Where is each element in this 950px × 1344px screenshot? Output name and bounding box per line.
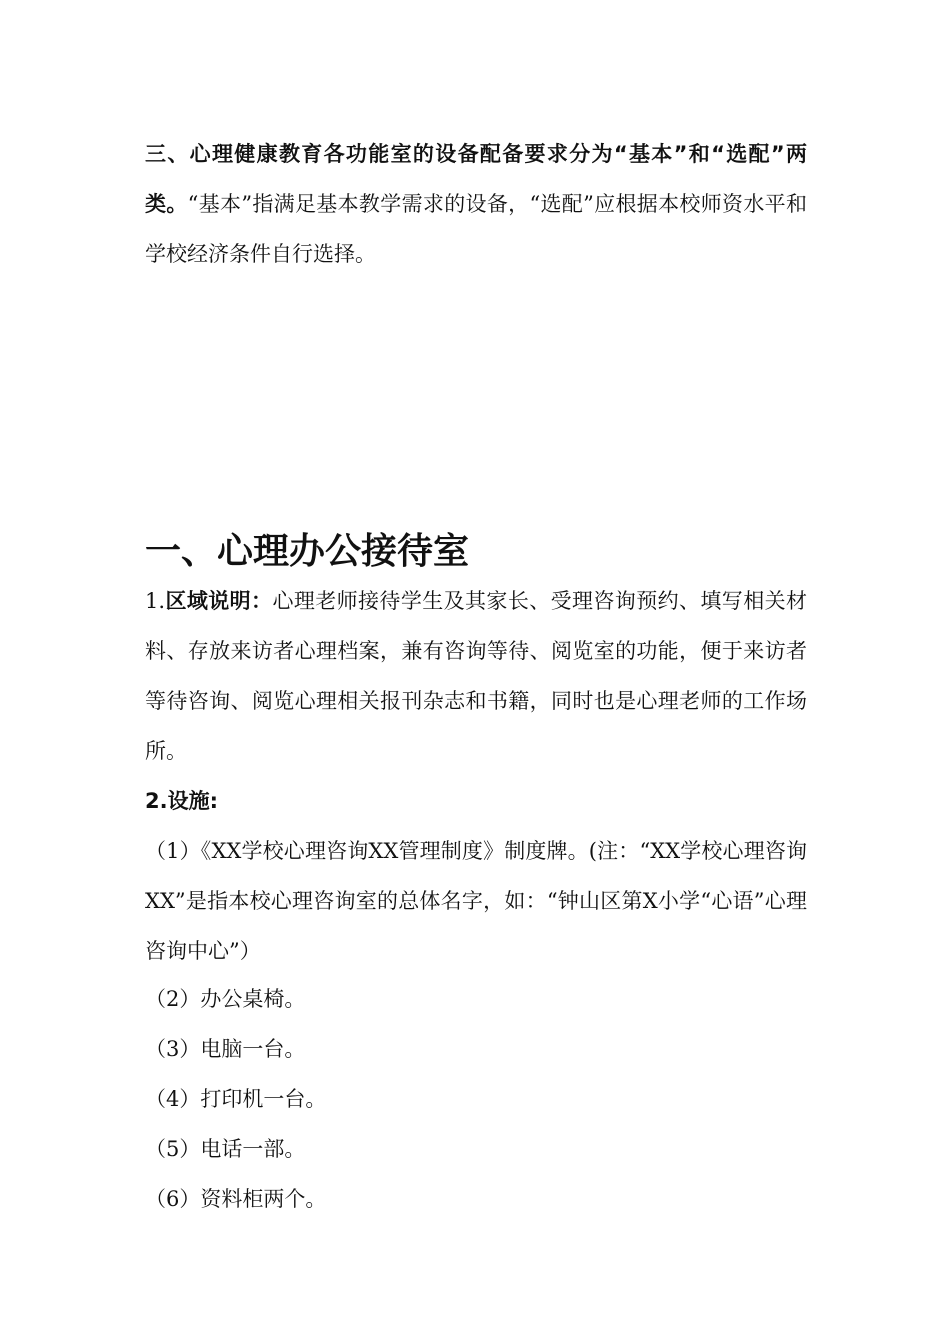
section-three-bold: 三、心理健康教育各功能室的设备配备要求分为“基本”和“选配”两类。 bbox=[145, 142, 807, 216]
item1-number: 1. bbox=[145, 589, 166, 613]
item1-text: 心理老师接待学生及其家长、受理咨询预约、填写相关材料、存放来访者心理档案，兼有咨询等待、阅览室的功能，便于来访者等待咨询、阅览心理相关报刊杂志和书籍，同时也是心理老师的工作场所。 bbox=[145, 589, 807, 763]
facility-item-2: （2）办公桌椅。 bbox=[145, 987, 306, 1011]
facility-item-4: （4）打印机一台。 bbox=[145, 1087, 327, 1111]
facility-item-1: （1）《XX学校心理咨询XX管理制度》制度牌。(注：“XX学校心理咨询XX”是指本校心理咨询室的总体名字，如：“钟山区第X小学“心语”心理咨询中心”） bbox=[145, 839, 807, 963]
area-description-paragraph bbox=[145, 576, 807, 776]
section-three-paragraph bbox=[145, 129, 807, 279]
item1-label: 区域说明： bbox=[165, 589, 273, 613]
facility-item-5: （5）电话一部。 bbox=[145, 1137, 306, 1161]
facility-item-3: （3）电脑一台。 bbox=[145, 1037, 306, 1061]
facilities-label: 2.设施: bbox=[145, 789, 218, 813]
section-heading: 一、心理办公接待室 bbox=[145, 531, 470, 572]
section-three-text: “基本”指满足基本教学需求的设备，“选配”应根据本校师资水平和学校经济条件自行选择。 bbox=[145, 192, 808, 266]
facility-item-6: （6）资料柜两个。 bbox=[145, 1187, 327, 1211]
